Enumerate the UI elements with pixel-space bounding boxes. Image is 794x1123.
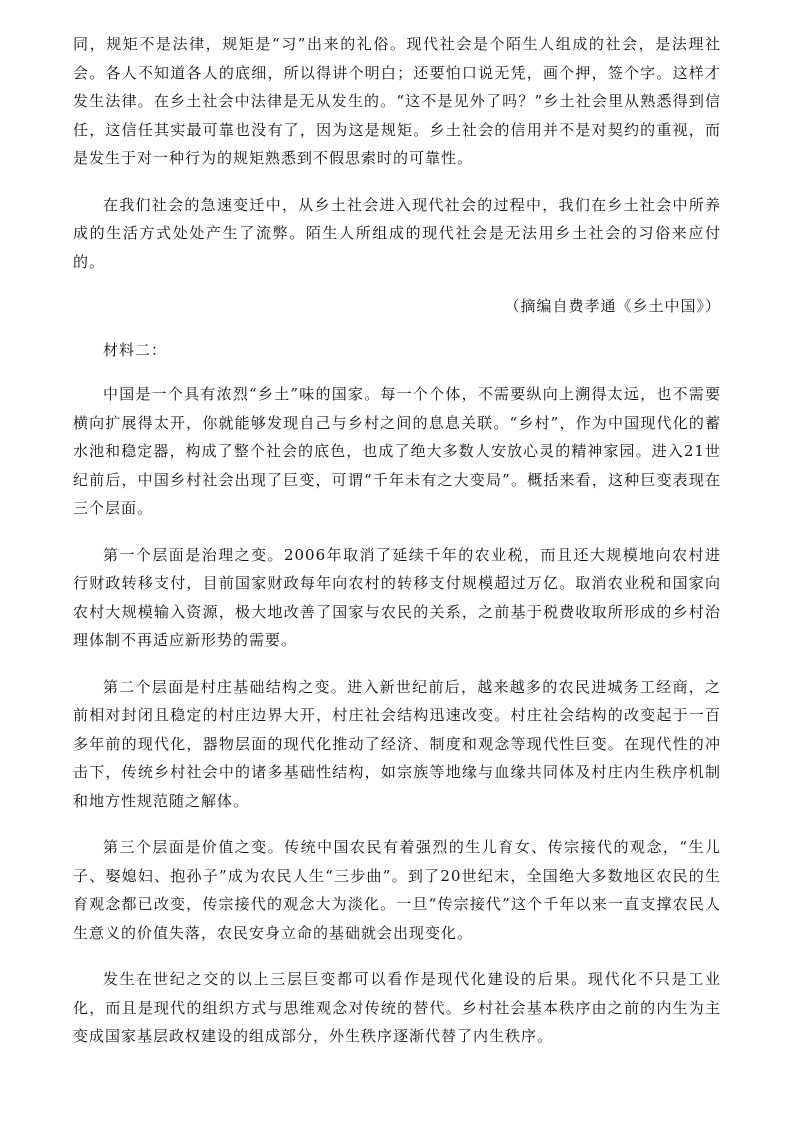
material1-paragraph-1: 同，规矩不是法律，规矩是“习”出来的礼俗。现代社会是个陌生人组成的社会，是法理社会。各人不知道各人的底细，所以得讲个明白；还要怕口说无凭，画个押，签个字。这样才发生法律。在乡土社会中法律是无从发生的。“这不是见外了吗？”乡土社会里从熟悉得到信任，这信任其实最可靠也没有了，因为这是规矩。乡土社会的信用并不是对契约的重视，而是发生于对一种行为的规矩熟悉到不假思索时的可靠性。 xyxy=(73,35,721,167)
material2-heading: 材料二： xyxy=(103,341,168,359)
material2-paragraph-5: 发生在世纪之交的以上三层巨变都可以看作是现代化建设的后果。现代化不只是工业化，而且是现代的组织方式与思维观念对传统的替代。乡村社会基本秩序由之前的内生为主变成国家基层政权建设的组成部分，外生秩序逐渐代替了内生秩序。 xyxy=(73,970,721,1045)
material1-paragraph-2: 在我们社会的急速变迁中，从乡土社会进入现代社会的过程中，我们在乡土社会中所养成的生活方式处处产生了流弊。陌生人所组成的现代社会是无法用乡土社会的习俗来应付的。 xyxy=(73,195,721,271)
material2-paragraph-1: 中国是一个具有浓烈“乡土”味的国家。每一个个体，不需要纵向上溯得太远，也不需要横向扩展得太开，你就能够发现自己与乡村之间的息息关联。“乡村”，作为中国现代化的蓄水池和稳定器，构成了整个社会的底色，也成了绝大多数人安放心灵的精神家园。进入21世纪前后，中国乡村社会出现了巨变，可谓“千年未有之大变局”。概括来看，这种巨变表现在三个层面。 xyxy=(73,385,721,517)
document-page xyxy=(73,30,721,1051)
material2-paragraph-3: 第二个层面是村庄基础结构之变。进入新世纪前后，越来越多的农民进城务工经商，之前相对封闭且稳定的村庄边界大开，村庄社会结构迅速改变。村庄社会结构的改变起于一百多年前的现代化，器物层面的现代化推动了经济、制度和观念等现代性巨变。在现代性的冲击下，传统乡村社会中的诸多基础性结构，如宗族等地缘与血缘共同体及村庄内生秩序机制和地方性规范随之解体。 xyxy=(73,677,721,810)
material2-paragraph-2: 第一个层面是治理之变。2006年取消了延续千年的农业税，而且还大规模地向农村进行财政转移支付，目前国家财政每年向农村的转移支付规模超过万亿。取消农业税和国家向农村大规模输入资源，极大地改善了国家与农民的关系，之前基于税费收取所形成的乡村治理体制不再适应新形势的需要。 xyxy=(73,545,721,649)
source-citation: （摘编自费孝通《乡土中国》） xyxy=(504,297,721,315)
material2-paragraph-4: 第三个层面是价值之变。传统中国农民有着强烈的生儿育女、传宗接代的观念，“生儿子、娶媳妇、抱孙子”成为农民人生“三步曲”。到了20世纪末，全国绝大多数地区农民的生育观念都已改变，传宗接代的观念大为淡化。一旦“传宗接代”这个千年以来一直支撑农民人生意义的价值失落，农民安身立命的基础就会出现变化。 xyxy=(73,838,721,942)
